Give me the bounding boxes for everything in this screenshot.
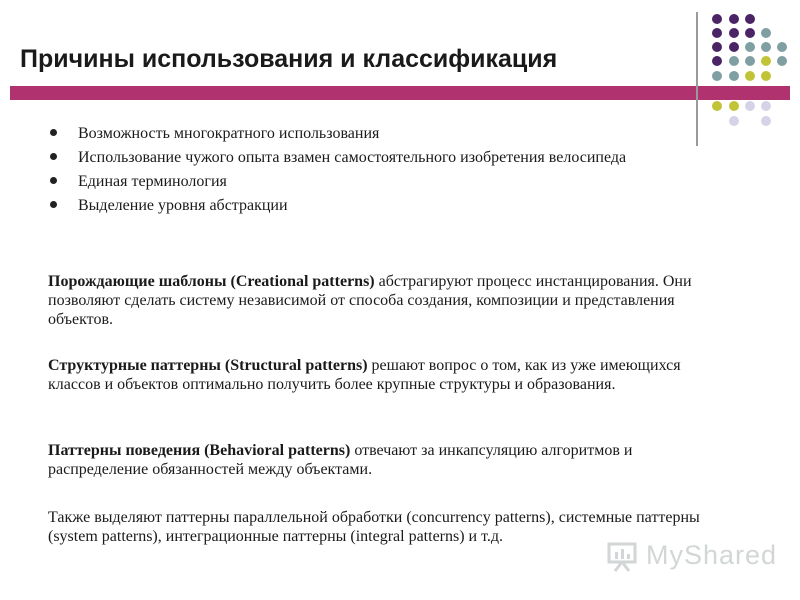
paragraph-structural: Структурные паттерны (Structural patterns) решают вопрос о том, как из уже имеющихся классов и объектов оптимально получить более крупные структуры и образования. [48,357,681,393]
bullet-item: Возможность многократного использования [48,124,688,143]
bullet-item: Единая терминология [48,172,688,191]
bullet-item: Использование чужого опыта взамен самостоятельного изобретения велосипеда [48,148,688,167]
paragraph-creational: Порождающие шаблоны (Creational patterns) абстрагируют процесс инстанцирования. Они позволяют сделать систему независимой от способа создания, композиции и представления объектов. [48,273,692,328]
slide-title: Причины использования и классификация [20,45,558,73]
watermark-text: MyShared [646,540,778,570]
paragraph-other-patterns: Также выделяют паттерны параллельной обработки (concurrency patterns), системные паттерны (system patterns), интеграционные паттерны (integral patterns) и т.д. [48,509,700,545]
bullet-list [48,124,688,220]
bullet-dot-icon [50,201,57,208]
bullet-item: Выделение уровня абстракции [48,196,688,215]
bullet-dot-icon [50,177,57,184]
bullet-dot-icon [50,129,57,136]
paragraph-behavioral: Паттерны поведения (Behavioral patterns) отвечают за инкапсуляцию алгоритмов и распределение обязанностей между объектами. [48,442,633,478]
bullet-dot-icon [50,153,57,160]
presentation-board-icon [606,542,640,572]
